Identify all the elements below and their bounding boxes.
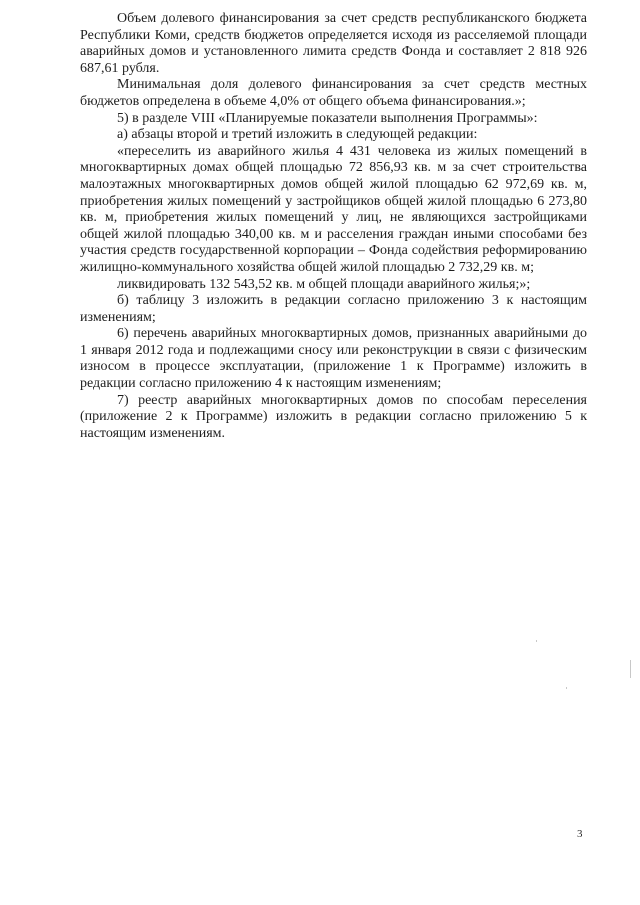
page-number: 3 — [577, 828, 583, 840]
paragraph-section-8: 5) в разделе VIII «Планируемые показатели выполнения Программы»: — [117, 110, 538, 126]
scan-speck — [566, 687, 567, 689]
document-body — [80, 11, 587, 442]
paragraph-item-a: а) абзацы второй и третий изложить в следующей редакции: — [117, 127, 478, 143]
paragraph-minimal-share: Минимальная доля долевого финансирования за счет средств местных бюджетов определена в объеме 4,0% от общего объема финансирования.»; — [80, 77, 587, 109]
scan-speck — [630, 660, 631, 678]
paragraph-item-b: б) таблицу 3 изложить в редакции согласно приложению 3 к настоящим изменениям; — [80, 293, 587, 325]
paragraph-funding-volume: Объем долевого финансирования за счет средств республиканского бюджета Республики Коми, средств бюджетов определяется исходя из расселяемой площади аварийных домов и установленного лимита средств Фонда и составляет 2 818 926 687,61 рубля. — [80, 11, 587, 76]
paragraph-item-6: 6) перечень аварийных многоквартирных домов, признанных аварийными до 1 января 2012 года и подлежащими сносу или реконструкции в связи с физическим износом в процессе эксплуатации, (приложение 1 к Программе) изложить в редакции согласно приложению 4 к настоящим изменениям; — [80, 326, 587, 392]
paragraph-resettle-quote: «переселить из аварийного жилья 4 431 человека из жилых помещений в многоквартирных домах общей площадью 72 856,93 кв. м за счет строительства малоэтажных многоквартирных домов общей жилой площадью 62 972,69 кв. м, приобретения жилых помещений у застройщиков общей жилой площадью 6 273,80 кв. м, приобретения жилых помещений у лиц, не являющихся застройщиками общей жилой площадью 340,00 кв. м и расселения граждан иными способами без участия средств государственной корпорации – Фонда содействия реформированию жилищно-коммунального хозяйства общей жилой площадью 2 732,29 кв. м; — [80, 143, 587, 275]
paragraph-item-7: 7) реестр аварийных многоквартирных домов по способам переселения (приложение 2 к Программе) изложить в редакции согласно приложению 5 к настоящим изменениям. — [80, 392, 587, 441]
scan-speck — [536, 640, 537, 642]
paragraph-liquidate: ликвидировать 132 543,52 кв. м общей площади аварийного жилья;»; — [117, 276, 531, 292]
